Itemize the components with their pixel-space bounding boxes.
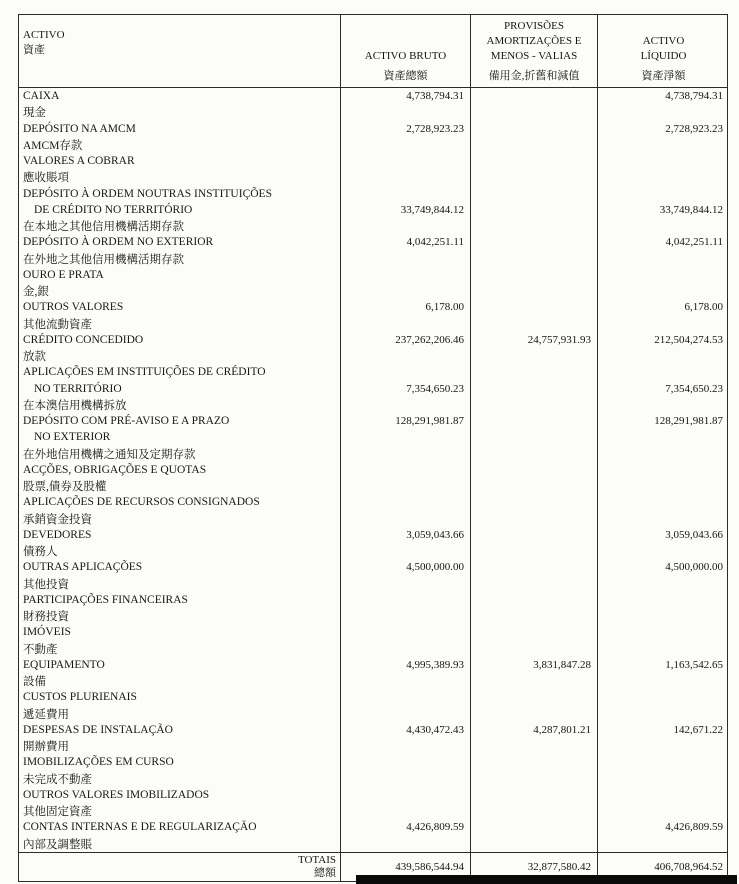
table-line bbox=[19, 202, 727, 218]
value-activo-bruto bbox=[341, 429, 471, 445]
value-provisoes bbox=[471, 592, 598, 608]
table-line bbox=[19, 267, 727, 283]
value-provisoes bbox=[471, 576, 598, 592]
row-label: 金,銀 bbox=[19, 283, 341, 299]
table-line bbox=[19, 234, 727, 250]
table-line bbox=[19, 771, 727, 787]
value-activo-bruto bbox=[341, 641, 471, 657]
value-provisoes bbox=[471, 397, 598, 413]
value-activo-bruto bbox=[341, 511, 471, 527]
value-activo-liquido bbox=[598, 316, 729, 332]
row-label: 其他固定資產 bbox=[19, 803, 341, 819]
value-provisoes bbox=[471, 706, 598, 722]
table-line bbox=[19, 803, 727, 819]
row-label: 現金 bbox=[19, 104, 341, 120]
table-line bbox=[19, 511, 727, 527]
totals-label-zh: 總額 bbox=[314, 867, 336, 879]
table-line bbox=[19, 186, 727, 202]
value-activo-liquido bbox=[598, 218, 729, 234]
value-activo-bruto: 7,354,650.23 bbox=[341, 381, 471, 397]
table-line bbox=[19, 364, 727, 380]
value-activo-bruto: 4,738,794.31 bbox=[341, 88, 471, 104]
row-label: 財務投資 bbox=[19, 608, 341, 624]
value-activo-bruto bbox=[341, 446, 471, 462]
value-provisoes bbox=[471, 169, 598, 185]
value-activo-liquido bbox=[598, 104, 729, 120]
value-activo-bruto bbox=[341, 673, 471, 689]
value-activo-bruto: 4,426,809.59 bbox=[341, 819, 471, 835]
value-activo-bruto bbox=[341, 267, 471, 283]
value-provisoes: 4,287,801.21 bbox=[471, 722, 598, 738]
value-activo-bruto bbox=[341, 787, 471, 803]
table-line bbox=[19, 836, 727, 852]
value-provisoes bbox=[471, 559, 598, 575]
table-line bbox=[19, 754, 727, 770]
row-label: 其他流動資產 bbox=[19, 316, 341, 332]
value-provisoes bbox=[471, 251, 598, 267]
value-activo-liquido bbox=[598, 543, 729, 559]
row-label: 內部及調整賬 bbox=[19, 836, 341, 852]
value-provisoes bbox=[471, 413, 598, 429]
value-activo-bruto: 128,291,981.87 bbox=[341, 413, 471, 429]
value-activo-bruto: 4,430,472.43 bbox=[341, 722, 471, 738]
value-provisoes bbox=[471, 348, 598, 364]
value-activo-liquido bbox=[598, 478, 729, 494]
table-line bbox=[19, 689, 727, 705]
value-activo-liquido bbox=[598, 397, 729, 413]
value-activo-liquido: 212,504,274.53 bbox=[654, 333, 723, 346]
value-provisoes bbox=[471, 738, 598, 754]
value-activo-bruto bbox=[341, 153, 471, 169]
value-activo-liquido: 1,163,542.65 bbox=[665, 658, 723, 671]
value-activo-bruto: 237,262,206.46 bbox=[341, 332, 471, 348]
header-provisoes-line1: PROVISÕES bbox=[504, 20, 564, 32]
value-activo-bruto bbox=[341, 348, 471, 364]
row-label: OUTROS VALORES bbox=[19, 299, 341, 315]
value-provisoes bbox=[471, 121, 598, 137]
value-provisoes bbox=[471, 104, 598, 120]
row-label: DEPÓSITO COM PRÉ-AVISO E A PRAZO bbox=[19, 413, 341, 429]
row-label: CUSTOS PLURIENAIS bbox=[19, 689, 341, 705]
value-activo-liquido bbox=[598, 462, 729, 478]
header-activo bbox=[19, 15, 341, 87]
totals-liquido: 406,708,964.52 bbox=[654, 861, 723, 873]
row-label: DEPÓSITO À ORDEM NOUTRAS INSTITUIÇÕES bbox=[19, 186, 341, 202]
value-activo-bruto: 6,178.00 bbox=[341, 299, 471, 315]
value-provisoes bbox=[471, 186, 598, 202]
value-activo-liquido bbox=[598, 754, 729, 770]
row-label: 設備 bbox=[19, 673, 341, 689]
value-provisoes bbox=[471, 267, 598, 283]
value-activo-bruto bbox=[341, 283, 471, 299]
value-provisoes bbox=[471, 218, 598, 234]
value-provisoes bbox=[471, 462, 598, 478]
value-activo-bruto bbox=[341, 754, 471, 770]
table-line bbox=[19, 738, 727, 754]
row-label: NO TERRITÓRIO bbox=[19, 381, 341, 397]
table-line bbox=[19, 88, 727, 104]
value-activo-bruto bbox=[341, 836, 471, 852]
value-activo-liquido bbox=[598, 738, 729, 754]
header-activo-liquido-line1: ACTIVO bbox=[642, 35, 685, 47]
value-provisoes bbox=[471, 494, 598, 510]
value-activo-bruto bbox=[341, 803, 471, 819]
value-activo-bruto bbox=[341, 364, 471, 380]
value-activo-liquido bbox=[598, 348, 729, 364]
row-label: 不動產 bbox=[19, 641, 341, 657]
value-activo-bruto: 2,728,923.23 bbox=[341, 121, 471, 137]
value-activo-bruto bbox=[341, 397, 471, 413]
value-activo-bruto bbox=[341, 624, 471, 640]
value-activo-liquido bbox=[598, 771, 729, 787]
value-provisoes bbox=[471, 202, 598, 218]
asset-balance-table bbox=[18, 14, 728, 882]
value-activo-liquido: 6,178.00 bbox=[684, 301, 723, 314]
row-label: APLICAÇÕES DE RECURSOS CONSIGNADOS bbox=[19, 494, 341, 510]
value-activo-liquido bbox=[598, 364, 729, 380]
value-provisoes: 3,831,847.28 bbox=[471, 657, 598, 673]
value-activo-liquido: 4,426,809.59 bbox=[665, 821, 723, 834]
value-activo-bruto bbox=[341, 608, 471, 624]
row-label: 在外地信用機構之通知及定期存款 bbox=[19, 446, 341, 462]
value-activo-bruto bbox=[341, 169, 471, 185]
value-provisoes bbox=[471, 673, 598, 689]
row-label: 開辦費用 bbox=[19, 738, 341, 754]
table-line bbox=[19, 316, 727, 332]
value-provisoes bbox=[471, 234, 598, 250]
value-activo-bruto bbox=[341, 251, 471, 267]
value-activo-bruto: 4,500,000.00 bbox=[341, 559, 471, 575]
value-provisoes bbox=[471, 153, 598, 169]
table-line bbox=[19, 153, 727, 169]
table-line bbox=[19, 559, 727, 575]
table-line bbox=[19, 608, 727, 624]
header-provisoes-line2: AMORTIZAÇÕES E bbox=[486, 35, 582, 47]
table-line bbox=[19, 121, 727, 137]
value-activo-bruto: 3,059,043.66 bbox=[341, 527, 471, 543]
value-provisoes bbox=[471, 299, 598, 315]
row-label: 遞延費用 bbox=[19, 706, 341, 722]
row-label: 其他投資 bbox=[19, 576, 341, 592]
value-activo-bruto bbox=[341, 576, 471, 592]
value-activo-bruto: 4,995,389.93 bbox=[341, 657, 471, 673]
table-line bbox=[19, 332, 727, 348]
table-line bbox=[19, 429, 727, 445]
table-line bbox=[19, 462, 727, 478]
value-activo-liquido bbox=[598, 153, 729, 169]
value-activo-bruto bbox=[341, 771, 471, 787]
value-provisoes bbox=[471, 608, 598, 624]
row-label: EQUIPAMENTO bbox=[19, 657, 341, 673]
table-line bbox=[19, 413, 727, 429]
row-label: 債務人 bbox=[19, 543, 341, 559]
table-line bbox=[19, 104, 727, 120]
row-label: APLICAÇÕES EM INSTITUIÇÕES DE CRÉDITO bbox=[19, 364, 341, 380]
row-label: 股票,債券及股權 bbox=[19, 478, 341, 494]
row-label: CRÉDITO CONCEDIDO bbox=[19, 332, 341, 348]
row-label: 承銷資金投資 bbox=[19, 511, 341, 527]
value-activo-liquido: 2,728,923.23 bbox=[665, 122, 723, 135]
value-activo-liquido bbox=[598, 641, 729, 657]
value-activo-liquido bbox=[598, 576, 729, 592]
row-label: AMCM存款 bbox=[19, 137, 341, 153]
value-activo-bruto bbox=[341, 592, 471, 608]
value-provisoes bbox=[471, 836, 598, 852]
value-activo-liquido bbox=[598, 251, 729, 267]
header-activo-bruto bbox=[341, 15, 471, 87]
header-activo-liquido-line2: LÍQUIDO bbox=[640, 50, 687, 62]
table-line bbox=[19, 592, 727, 608]
value-activo-liquido bbox=[598, 494, 729, 510]
value-activo-bruto bbox=[341, 316, 471, 332]
value-activo-liquido bbox=[598, 267, 729, 283]
table-line bbox=[19, 169, 727, 185]
table-line bbox=[19, 624, 727, 640]
value-activo-bruto bbox=[341, 478, 471, 494]
header-provisoes bbox=[471, 15, 598, 87]
value-provisoes: 24,757,931.93 bbox=[471, 332, 598, 348]
table-line bbox=[19, 494, 727, 510]
value-activo-liquido bbox=[598, 511, 729, 527]
table-line bbox=[19, 218, 727, 234]
row-label: 在本地之其他信用機構活期存款 bbox=[19, 218, 341, 234]
row-label: IMOBILIZAÇÕES EM CURSO bbox=[19, 754, 341, 770]
value-activo-liquido bbox=[598, 137, 729, 153]
row-label: OURO E PRATA bbox=[19, 267, 341, 283]
row-label: CONTAS INTERNAS E DE REGULARIZAÇÃO bbox=[19, 819, 341, 835]
header-activo-liquido bbox=[598, 15, 729, 87]
table-line bbox=[19, 657, 727, 673]
value-activo-bruto bbox=[341, 689, 471, 705]
table-line bbox=[19, 576, 727, 592]
value-provisoes bbox=[471, 624, 598, 640]
value-activo-liquido bbox=[598, 169, 729, 185]
value-activo-liquido bbox=[598, 446, 729, 462]
value-activo-liquido bbox=[598, 429, 729, 445]
value-activo-liquido: 128,291,981.87 bbox=[654, 415, 723, 428]
value-activo-bruto bbox=[341, 738, 471, 754]
value-activo-liquido: 3,059,043.66 bbox=[665, 528, 723, 541]
totals-label-pt: TOTAIS bbox=[297, 854, 336, 866]
row-label: DEPÓSITO À ORDEM NO EXTERIOR bbox=[19, 234, 341, 250]
row-label: ACÇÕES, OBRIGAÇÕES E QUOTAS bbox=[19, 462, 341, 478]
scan-artifact-bar bbox=[356, 875, 737, 884]
value-activo-liquido bbox=[598, 624, 729, 640]
table-line bbox=[19, 706, 727, 722]
value-activo-liquido bbox=[598, 673, 729, 689]
value-provisoes bbox=[471, 543, 598, 559]
value-provisoes bbox=[471, 511, 598, 527]
row-label: 在外地之其他信用機構活期存款 bbox=[19, 251, 341, 267]
value-provisoes bbox=[471, 641, 598, 657]
row-label: IMÓVEIS bbox=[19, 624, 341, 640]
row-label: DEVEDORES bbox=[19, 527, 341, 543]
totals-label bbox=[19, 853, 341, 881]
value-activo-bruto bbox=[341, 186, 471, 202]
value-activo-liquido bbox=[598, 787, 729, 803]
row-label: DE CRÉDITO NO TERRITÓRIO bbox=[19, 202, 341, 218]
table-line bbox=[19, 787, 727, 803]
row-label: NO EXTERIOR bbox=[19, 429, 341, 445]
value-provisoes bbox=[471, 364, 598, 380]
value-provisoes bbox=[471, 803, 598, 819]
table-line bbox=[19, 299, 727, 315]
value-activo-liquido bbox=[598, 836, 729, 852]
totals-provisoes: 32,877,580.42 bbox=[471, 853, 598, 881]
value-activo-liquido bbox=[598, 689, 729, 705]
row-label: VALORES A COBRAR bbox=[19, 153, 341, 169]
header-provisoes-line3: MENOS - VALIAS bbox=[490, 50, 578, 62]
totals-bruto: 439,586,544.94 bbox=[341, 853, 471, 881]
value-activo-bruto bbox=[341, 462, 471, 478]
value-activo-bruto bbox=[341, 218, 471, 234]
header-activo-bruto-pt: ACTIVO BRUTO bbox=[364, 50, 447, 62]
value-provisoes bbox=[471, 137, 598, 153]
row-label: 應收賬項 bbox=[19, 169, 341, 185]
header-provisoes-zh: 備用金,折舊和減值 bbox=[488, 70, 580, 82]
value-provisoes bbox=[471, 819, 598, 835]
value-provisoes bbox=[471, 316, 598, 332]
table-line bbox=[19, 673, 727, 689]
value-activo-bruto bbox=[341, 543, 471, 559]
row-label: PARTICIPAÇÕES FINANCEIRAS bbox=[19, 592, 341, 608]
value-provisoes bbox=[471, 381, 598, 397]
table-line bbox=[19, 527, 727, 543]
value-activo-liquido bbox=[598, 186, 729, 202]
table-line bbox=[19, 722, 727, 738]
value-provisoes bbox=[471, 787, 598, 803]
value-activo-liquido bbox=[598, 608, 729, 624]
value-activo-bruto bbox=[341, 104, 471, 120]
table-line bbox=[19, 641, 727, 657]
value-activo-bruto: 33,749,844.12 bbox=[341, 202, 471, 218]
value-activo-liquido: 7,354,650.23 bbox=[665, 382, 723, 395]
value-provisoes bbox=[471, 527, 598, 543]
header-activo-pt: ACTIVO bbox=[23, 29, 65, 41]
table-line bbox=[19, 381, 727, 397]
value-activo-liquido bbox=[598, 706, 729, 722]
value-activo-liquido bbox=[598, 592, 729, 608]
value-activo-liquido bbox=[598, 283, 729, 299]
row-label: DESPESAS DE INSTALAÇÃO bbox=[19, 722, 341, 738]
value-activo-bruto: 4,042,251.11 bbox=[341, 234, 471, 250]
value-activo-bruto bbox=[341, 494, 471, 510]
row-label: 放款 bbox=[19, 348, 341, 364]
value-activo-bruto bbox=[341, 706, 471, 722]
table-line bbox=[19, 283, 727, 299]
table-body bbox=[19, 88, 727, 852]
table-line bbox=[19, 251, 727, 267]
value-provisoes bbox=[471, 283, 598, 299]
header-activo-liquido-zh: 資產淨額 bbox=[641, 70, 686, 82]
value-activo-liquido: 4,738,794.31 bbox=[665, 90, 723, 103]
value-activo-liquido: 142,671.22 bbox=[673, 723, 723, 736]
value-activo-liquido bbox=[598, 803, 729, 819]
table-line bbox=[19, 446, 727, 462]
value-provisoes bbox=[471, 771, 598, 787]
value-provisoes bbox=[471, 88, 598, 104]
value-provisoes bbox=[471, 754, 598, 770]
row-label: 在本澳信用機構拆放 bbox=[19, 397, 341, 413]
table-line bbox=[19, 348, 727, 364]
value-provisoes bbox=[471, 446, 598, 462]
value-activo-bruto bbox=[341, 137, 471, 153]
header-activo-bruto-zh: 資產總額 bbox=[383, 70, 428, 82]
table-line bbox=[19, 137, 727, 153]
value-provisoes bbox=[471, 478, 598, 494]
table-line bbox=[19, 478, 727, 494]
table-line bbox=[19, 819, 727, 835]
row-label: OUTRAS APLICAÇÕES bbox=[19, 559, 341, 575]
header-activo-zh: 資產 bbox=[23, 44, 45, 56]
table-line bbox=[19, 543, 727, 559]
row-label: CAIXA bbox=[19, 88, 341, 104]
row-label: 未完成不動產 bbox=[19, 771, 341, 787]
row-label: OUTROS VALORES IMOBILIZADOS bbox=[19, 787, 341, 803]
value-activo-liquido: 4,500,000.00 bbox=[665, 561, 723, 574]
row-label: DEPÓSITO NA AMCM bbox=[19, 121, 341, 137]
table-line bbox=[19, 397, 727, 413]
value-provisoes bbox=[471, 429, 598, 445]
table-header bbox=[19, 15, 727, 88]
value-activo-liquido: 33,749,844.12 bbox=[659, 203, 723, 216]
value-provisoes bbox=[471, 689, 598, 705]
value-activo-liquido: 4,042,251.11 bbox=[665, 236, 723, 249]
